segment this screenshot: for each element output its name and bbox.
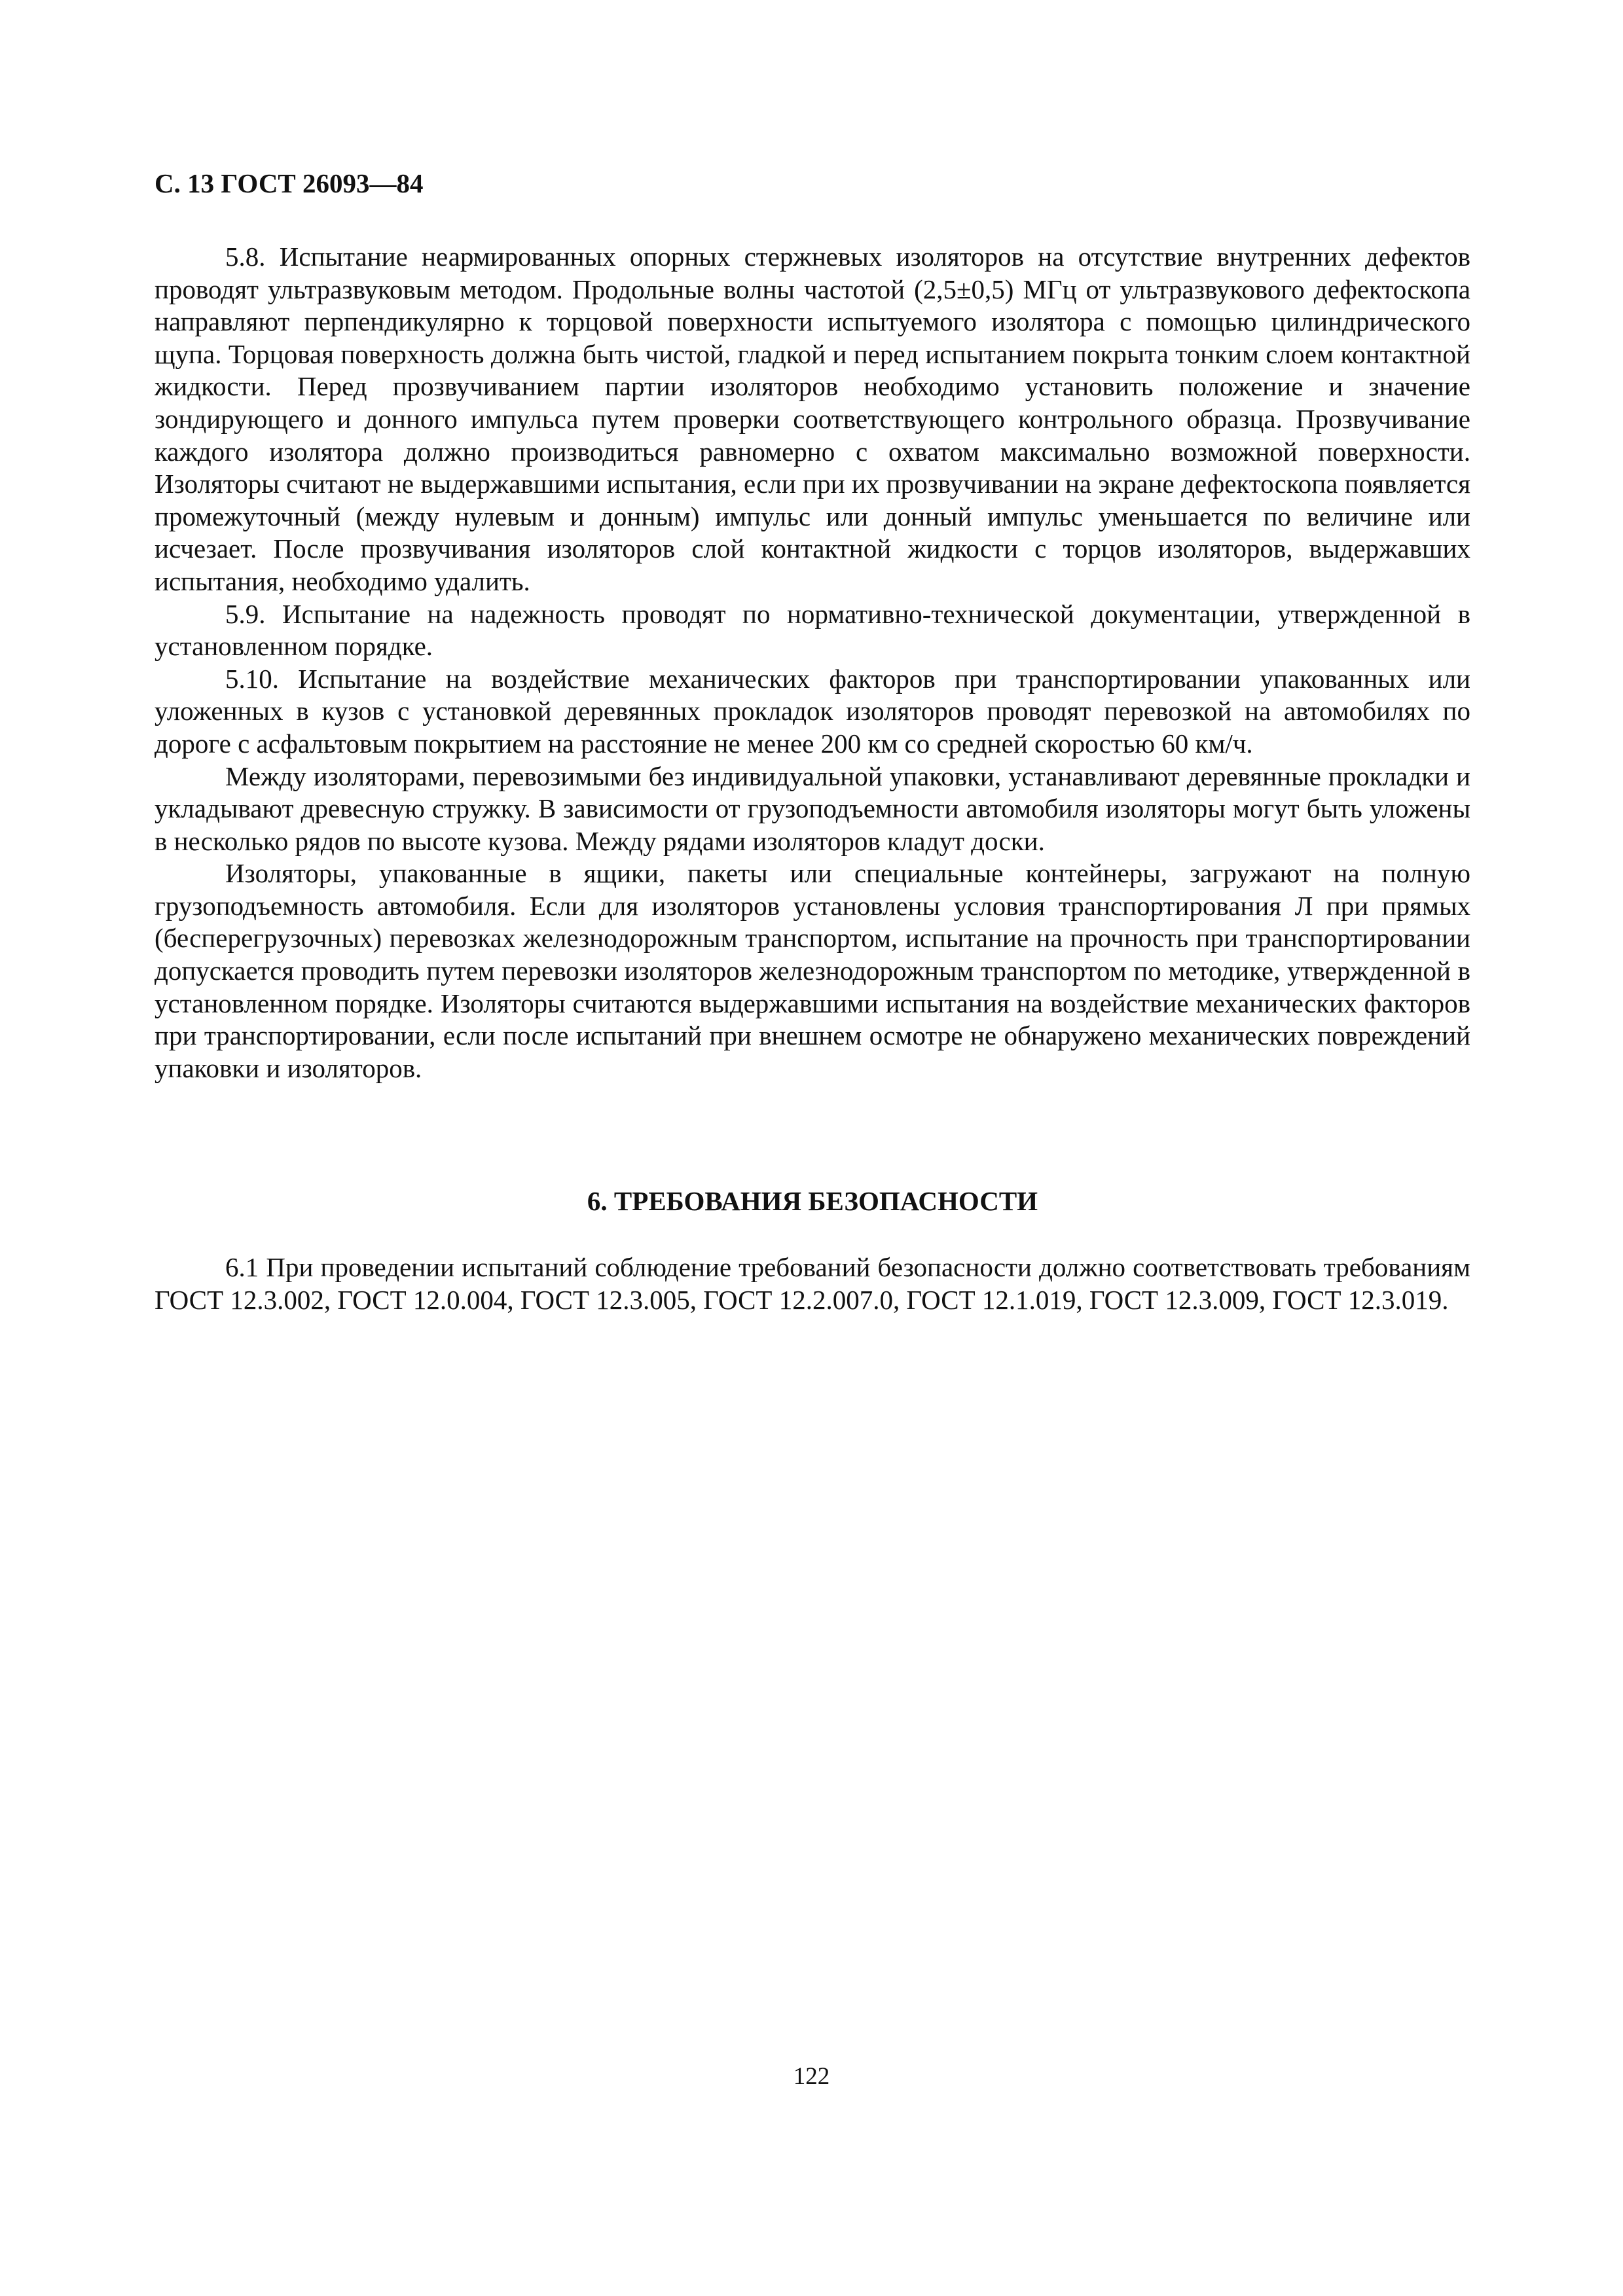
paragraph-5-9: 5.9. Испытание на надежность проводят по нормативно-технической документации, утвержденной в установленном порядке. xyxy=(155,598,1470,662)
section-6-text xyxy=(155,1251,1470,1316)
page-number: 122 xyxy=(793,2063,830,2090)
running-title: С. 13 ГОСТ 26093—84 xyxy=(155,168,424,198)
section-6-heading: 6. ТРЕБОВАНИЯ БЕЗОПАСНОСТИ xyxy=(587,1186,1038,1216)
paragraph-5-10: 5.10. Испытание на воздействие механических факторов при транспортировании упакованных или уложенных в кузов с установкой деревянных прокладок изоляторов проводят перевозкой на автомобилях по дороге с асфальтовым покрытием на расстояние не менее 200 км со средней скоростью 60 км/ч. xyxy=(155,663,1470,759)
paragraph-6-1: 6.1 При проведении испытаний соблюдение требований безопасности должно соответствовать требованиям ГОСТ 12.3.002, ГОСТ 12.0.004, ГОСТ 12.3.005, ГОСТ 12.2.007.0, ГОСТ 12.1.019, ГОСТ 12.3.009, ГОСТ 12.3.019. xyxy=(155,1252,1470,1315)
paragraph-spacers: Между изоляторами, перевозимыми без индивидуальной упаковки, устанавливают деревянные прокладки и укладывают древесную стружку. В зависимости от грузоподъемности автомобиля изоляторы могут быть уложены в несколько рядов по высоте кузова. Между рядами изоляторов кладут доски. xyxy=(155,761,1470,856)
paragraph-5-8: 5.8. Испытание неармированных опорных стержневых изоляторов на отсутствие внутренних дефектов проводят ультразвуковым методом. Продольные волны частотой (2,5±0,5) МГц от ультразвукового дефектоскопа направляют перпендикулярно к торцовой поверхности испытуемого изолятора с помощью цилиндрического щупа. Торцовая поверхность должна быть чистой, гладкой и перед испытанием покрыта тонким слоем контактной жидкости. Перед прозвучиванием партии изоляторов необходимо установить положение и значение зондирующего и донного импульса путем проверки соответствующего контрольного образца. Прозвучивание каждого изолятора должно производиться равномерно с охватом максимально возможной поверхности. Изоляторы считают не выдержавшими испытания, если при их прозвучивании на экране дефектоскопа появляется промежуточный (между нулевым и донным) импульс или донный импульс уменьшается по величине или исчезает. После прозвучивания изоляторов слой контактной жидкости с торцов изоляторов, выдержавших испытания, необходимо удалить. xyxy=(155,242,1470,596)
section-5-text xyxy=(155,241,1470,1085)
paragraph-packed-insulators: Изоляторы, упакованные в ящики, пакеты или специальные контейнеры, загружают на полную грузоподъемность автомобиля. Если для изоляторов установлены условия транспортирования Л при прямых (бесперегрузочных) перевозках железнодорожным транспортом, испытание на прочность при транспортировании допускается проводить путем перевозки изоляторов железнодорожным транспортом по методике, утвержденной в установленном порядке. Изоляторы считаются выдержавшими испытания на воздействие механических факторов при транспортировании, если после испытаний при внешнем осмотре не обнаружено механических повреждений упаковки и изоляторов. xyxy=(155,858,1470,1083)
